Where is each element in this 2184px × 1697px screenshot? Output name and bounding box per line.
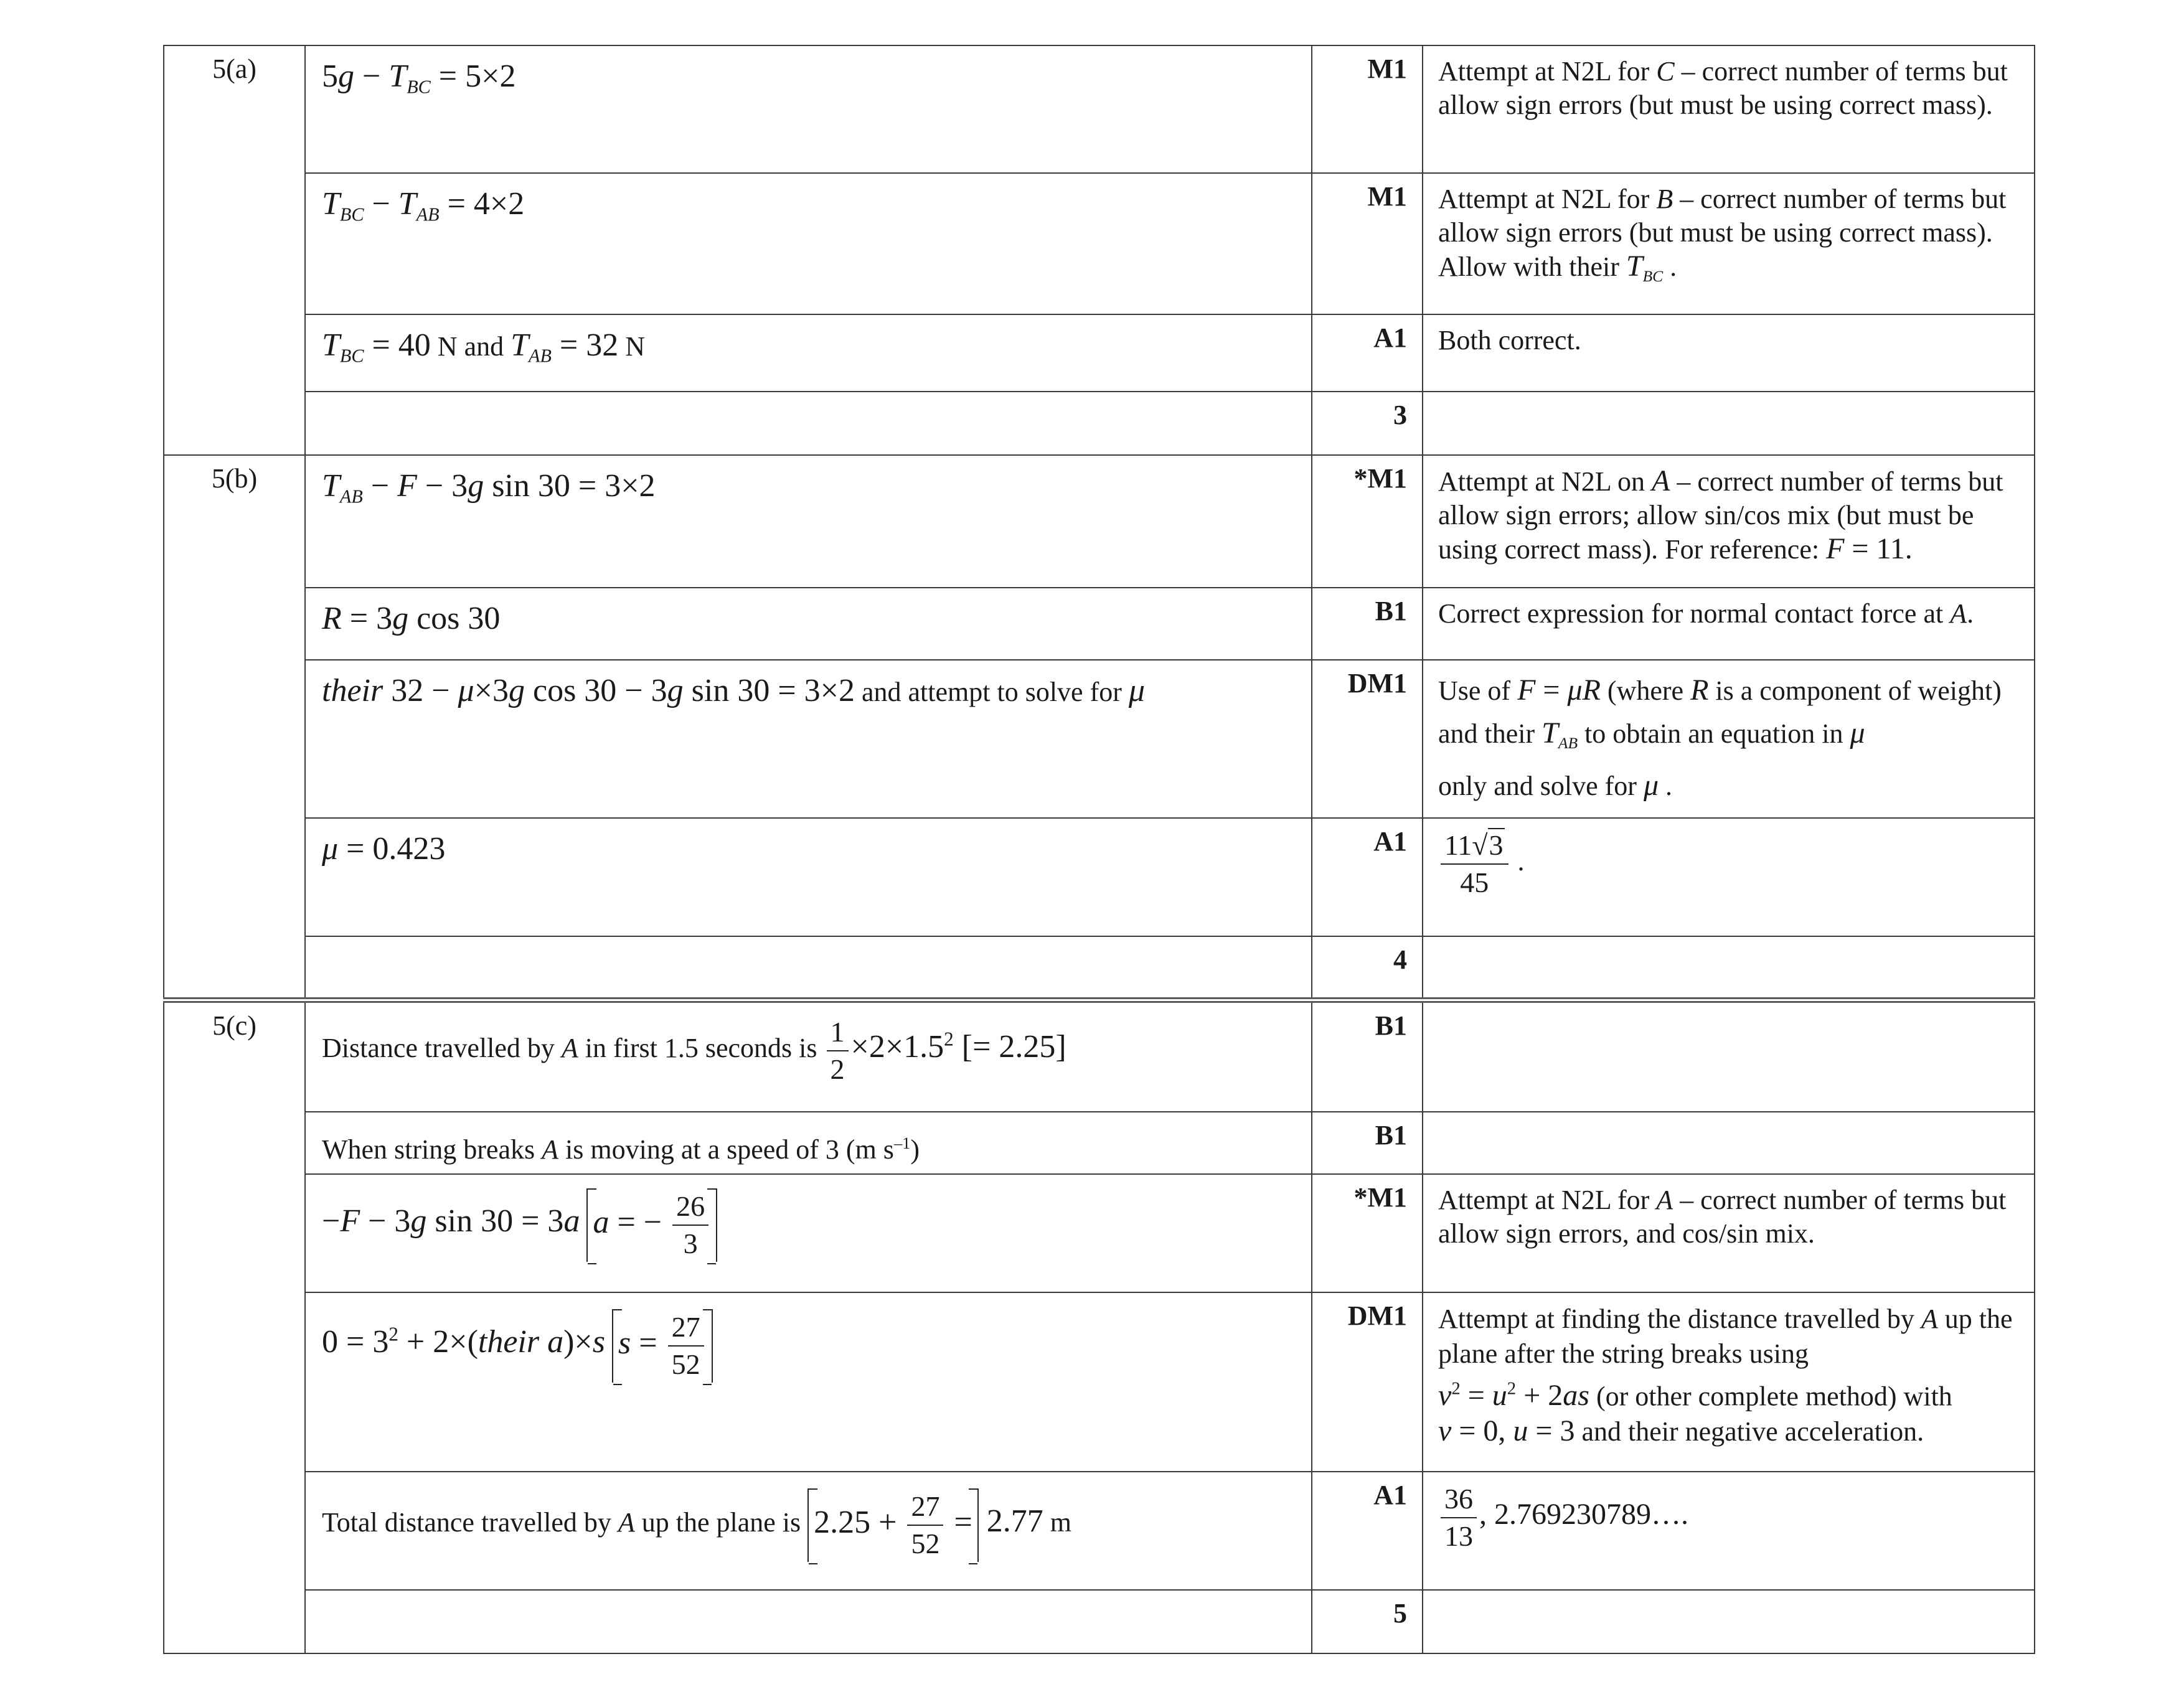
var-B: B xyxy=(1656,184,1673,214)
guidance-cell xyxy=(1423,45,2035,173)
var-C: C xyxy=(1656,56,1675,87)
guidance-text: Use of xyxy=(1438,675,1518,706)
table-row xyxy=(164,1590,2035,1653)
answer-cell xyxy=(305,1174,1312,1292)
var-T-AB: T xyxy=(1542,717,1558,750)
equation: their 32 − μ×3g cos 30 − 3g sin 30 = 3×2 xyxy=(322,673,855,708)
guidance-cell xyxy=(1423,1174,2035,1292)
guidance-cell-empty xyxy=(1423,392,2035,455)
question-label-empty xyxy=(164,1292,305,1472)
exact-value-fraction: $\frac{11√3}{45}$ xyxy=(1441,827,1509,901)
equation: $T_{AB} - F - 3g$ sin 30 = 3×2 xyxy=(322,468,656,507)
equation: 2.77 xyxy=(978,1503,1043,1540)
table-row xyxy=(164,1472,2035,1590)
var-mu: μ xyxy=(1643,768,1659,802)
total-marks: 4 xyxy=(1312,936,1423,1000)
question-label-empty xyxy=(164,660,305,818)
question-label-empty xyxy=(164,1590,305,1653)
guidance-text: – correct number of terms but allow sign errors (but must be using correct mass). xyxy=(1438,56,2008,120)
guidance-text: – correct number of terms but allow sign errors; allow sin/cos mix (but must be using correct mass). For reference: xyxy=(1438,466,2003,565)
equation: $T_{BC} - T_{AB} = 4\times 2$ xyxy=(322,186,525,225)
table-row xyxy=(164,1000,2035,1112)
unit: N xyxy=(618,331,645,362)
unit-exponent: –1 xyxy=(893,1134,911,1152)
var-mu: μ xyxy=(1850,717,1865,750)
guidance-text: Attempt at N2L for xyxy=(1438,56,1657,87)
answer-text: Distance travelled by xyxy=(322,1032,562,1063)
mark-cell: A1 xyxy=(1312,314,1423,392)
mark-cell: B1 xyxy=(1312,588,1423,660)
mark-cell: B1 xyxy=(1312,1000,1423,1112)
answer-text: up the plane is xyxy=(634,1507,808,1538)
guidance-text: to obtain an equation in xyxy=(1578,718,1850,749)
equation: v = 0, u = 3 xyxy=(1438,1414,1575,1448)
equation: $T_{BC} = 40$ xyxy=(322,327,431,367)
decimal-value: , 2.769230789…. xyxy=(1479,1498,1688,1531)
guidance-cell xyxy=(1423,455,2035,588)
mark-cell: DM1 xyxy=(1312,1292,1423,1472)
table-row xyxy=(164,818,2035,936)
guidance-cell-empty xyxy=(1423,1112,2035,1174)
mark-cell: *M1 xyxy=(1312,455,1423,588)
equation: −F − 3g sin 30 = 3a xyxy=(322,1203,580,1239)
answer-cell xyxy=(305,588,1312,660)
answer-text: in first 1.5 seconds is xyxy=(578,1032,824,1063)
bracket-distance: s = $\frac{27}{52}$ xyxy=(612,1309,713,1383)
unit: N xyxy=(430,331,458,362)
answer-cell xyxy=(305,1472,1312,1590)
question-label-empty xyxy=(164,392,305,455)
table-row xyxy=(164,314,2035,392)
table-row xyxy=(164,660,2035,818)
answer-cell xyxy=(305,1000,1312,1112)
bracket-acceleration: a = − $\frac{26}{3}$ xyxy=(586,1188,717,1262)
table-row xyxy=(164,45,2035,173)
guidance-text: and their negative acceleration. xyxy=(1574,1416,1924,1447)
answer-cell-empty xyxy=(305,936,1312,1000)
guidance-text: Attempt at finding the distance travelled by xyxy=(1438,1304,1921,1334)
equation: $5g - T_{BC} = 5\times 2$ xyxy=(322,59,516,98)
answer-cell xyxy=(305,45,1312,173)
answer-cell xyxy=(305,818,1312,936)
bracket-total: 2.25 + $\frac{27}{52}$ = xyxy=(807,1488,979,1562)
half-fraction: $\frac{1}{2}$ xyxy=(827,1014,849,1088)
equation: $v^2 = u^2 + 2as$ xyxy=(1438,1379,1589,1413)
answer-cell xyxy=(305,314,1312,392)
guidance-cell: Both correct. xyxy=(1423,314,2035,392)
table-row xyxy=(164,936,2035,1000)
guidance-cell: $\frac{11√3}{45}$ . xyxy=(1423,818,2035,936)
guidance-text: – correct number of terms but allow sign errors (but must be using correct mass). Allow with their xyxy=(1438,184,2007,282)
answer-cell-empty xyxy=(305,392,1312,455)
var-A: A xyxy=(542,1134,559,1165)
guidance-text: – correct number of terms but allow sign errors, and cos/sin mix. xyxy=(1438,1185,2007,1249)
question-label-empty xyxy=(164,1472,305,1590)
mark-cell: A1 xyxy=(1312,1472,1423,1590)
unit: m xyxy=(1043,1507,1072,1538)
mark-cell: M1 xyxy=(1312,45,1423,173)
var-A: A xyxy=(1656,1185,1673,1215)
exact-value-fraction: $\frac{36}{13}$ xyxy=(1441,1481,1477,1554)
equation: $T_{AB} = 32$ xyxy=(511,327,619,367)
answer-cell xyxy=(305,173,1312,314)
guidance-text: up the plane after the string breaks using xyxy=(1438,1304,2013,1369)
table-row xyxy=(164,1174,2035,1292)
question-label: 5(c) xyxy=(164,1000,305,1112)
guidance-text: Correct expression for normal contact force at xyxy=(1438,598,1951,629)
var-A: A xyxy=(561,1032,578,1063)
question-label: 5(b) xyxy=(164,455,305,588)
equation: R = 3g cos 30 xyxy=(322,601,501,636)
var-A: A xyxy=(1651,464,1670,497)
table-row xyxy=(164,455,2035,588)
question-label-empty xyxy=(164,173,305,314)
guidance-text: is a component of weight) and their xyxy=(1438,675,2002,749)
var-A: A xyxy=(618,1507,635,1538)
question-label-empty xyxy=(164,936,305,1000)
question-label-empty xyxy=(164,1174,305,1292)
guidance-text: Attempt at N2L on xyxy=(1438,466,1652,497)
total-marks: 5 xyxy=(1312,1590,1423,1653)
mark-scheme-table xyxy=(163,45,2035,1654)
question-label-empty xyxy=(164,588,305,660)
mark-cell: DM1 xyxy=(1312,660,1423,818)
guidance-cell xyxy=(1423,1292,2035,1472)
guidance-cell-empty xyxy=(1423,1000,2035,1112)
guidance-text: only and solve for xyxy=(1438,770,1644,801)
guidance-text: (where xyxy=(1600,675,1691,706)
guidance-text: (or other complete method) with xyxy=(1589,1381,1952,1412)
mark-cell: B1 xyxy=(1312,1112,1423,1174)
table-row xyxy=(164,1112,2035,1174)
equation: μ = 0.423 xyxy=(322,831,446,867)
connector-text: and xyxy=(457,331,511,362)
question-label-empty xyxy=(164,1112,305,1174)
answer-text: and attempt to solve for xyxy=(854,677,1129,707)
total-marks: 3 xyxy=(1312,392,1423,455)
equation: $0 = 3^2$ + 2×(their a)×s xyxy=(322,1323,606,1360)
mark-cell: *M1 xyxy=(1312,1174,1423,1292)
var-A: A xyxy=(1950,598,1967,629)
equation: F = 11. xyxy=(1826,532,1913,565)
answer-text: Total distance travelled by xyxy=(322,1507,618,1538)
var-R: R xyxy=(1690,674,1709,707)
answer-cell: When string breaks A is moving at a speed of 3 (m $s^{-1}$) xyxy=(305,1112,1312,1174)
guidance-text: Attempt at N2L for xyxy=(1438,1185,1657,1215)
guidance-cell-empty xyxy=(1423,936,2035,1000)
mark-cell: M1 xyxy=(1312,173,1423,314)
table-row xyxy=(164,1292,2035,1472)
answer-cell xyxy=(305,660,1312,818)
table-row xyxy=(164,392,2035,455)
var-T-BC: T xyxy=(1626,250,1643,283)
guidance-cell xyxy=(1423,1472,2035,1590)
answer-text: is moving at a speed of 3 (m s xyxy=(558,1134,894,1165)
guidance-text: Attempt at N2L for xyxy=(1438,184,1657,214)
guidance-cell: Use of F = μR (where R is a component of weight) and their $T_{AB}$ to obtain an equation in μ only and solve for μ . xyxy=(1423,660,2035,818)
answer-cell-empty xyxy=(305,1590,1312,1653)
guidance-cell: Attempt at N2L for B – correct number of terms but allow sign errors (but must be using correct mass). Allow with their $T_{BC}$ . xyxy=(1423,173,2035,314)
guidance-cell: Correct expression for normal contact force at A. xyxy=(1423,588,2035,660)
mark-cell: A1 xyxy=(1312,818,1423,936)
table-row xyxy=(164,173,2035,314)
question-label: 5(a) xyxy=(164,45,305,173)
equation: F = μR xyxy=(1517,674,1601,707)
table-row xyxy=(164,588,2035,660)
question-label-empty xyxy=(164,314,305,392)
question-label-empty xyxy=(164,818,305,936)
equation: $\times 2\times 1.5^2$ [= 2.25] xyxy=(850,1027,1066,1065)
answer-cell xyxy=(305,455,1312,588)
guidance-cell-empty xyxy=(1423,1590,2035,1653)
answer-cell xyxy=(305,1292,1312,1472)
var-mu: μ xyxy=(1128,673,1145,708)
answer-text: When string breaks xyxy=(322,1134,542,1165)
var-A: A xyxy=(1921,1304,1938,1334)
